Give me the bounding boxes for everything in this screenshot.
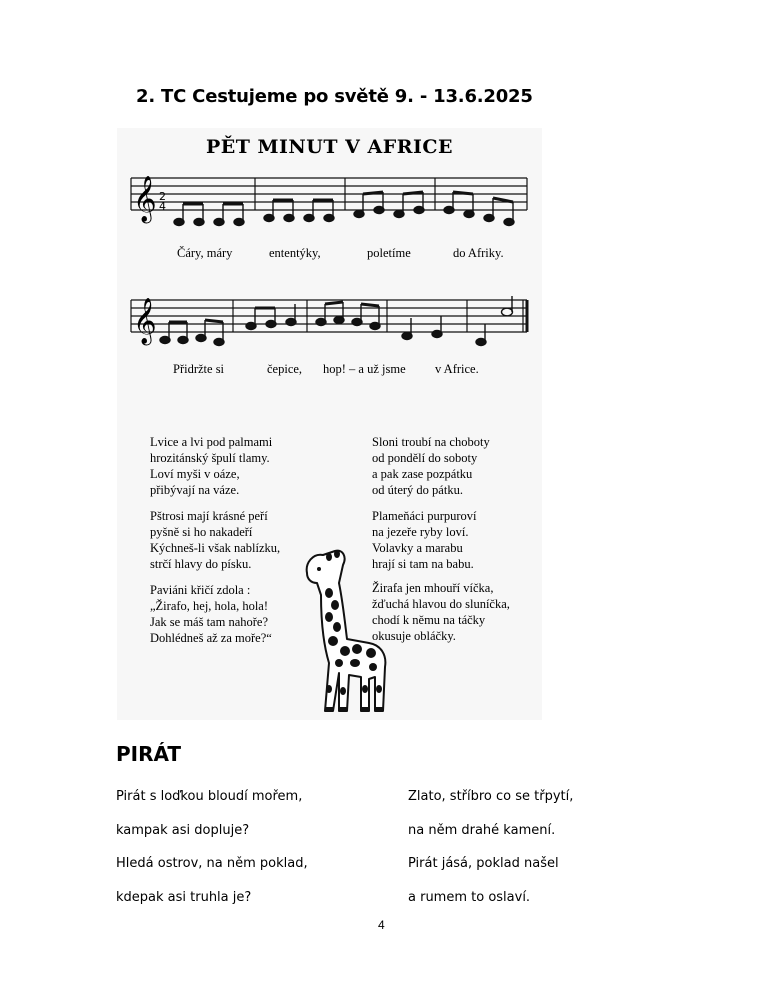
pirat-line-right-2: na něm drahé kamení. [408,823,556,838]
lyric-1-4: do Afriky. [453,246,504,260]
song-scan [117,128,542,720]
pirat-line-left-1: Pirát s loďkou bloudí mořem, [116,789,303,804]
lyric-2-4: v Africe. [435,362,479,376]
lyric-1-1: Čáry, máry [177,246,233,260]
verse-right-2: Plameňáci purpuroví na jezeře ryby loví. Volavky a marabu hrají si tam na babu. [372,509,477,571]
giraffe-icon [299,543,395,715]
pirat-title: PIRÁT [116,742,182,766]
pirat-line-right-1: Zlato, stříbro co se třpytí, [408,789,574,804]
svg-text:2: 2 [159,190,166,203]
verse-right-1: Sloni troubí na choboty od pondělí do soboty a pak zase pozpátku od úterý do pátku. [372,435,490,497]
staff-1-notes [174,192,514,226]
page-heading: 2. TC Cestujeme po světě 9. - 13.6.2025 [136,86,533,107]
lyric-2-1: Přidržte si [173,362,225,376]
pirat-line-left-2: kampak asi dopluje? [116,823,250,838]
pirat-line-right-4: a rumem to oslaví. [408,890,531,905]
verse-right-3: Žirafa jen mhouří víčka, žďuchá hlavou do sluníčka, chodí k němu na táčky okusuje obláčky. [372,581,510,643]
svg-text:4: 4 [159,200,166,213]
lyric-2-3: hop! – a už jsme [323,362,406,376]
verse-left-1: Lvice a lvi pod palmami hrozitánský špulí tlamy. Loví myši v oáze, přibývají na váze. [150,435,273,497]
song-title: PĚT MINUT V AFRICE [205,136,453,158]
pirat-line-right-3: Pirát jásá, poklad našel [408,856,559,871]
page-number: 4 [378,918,385,932]
pirat-line-left-3: Hledá ostrov, na něm poklad, [116,856,308,871]
verse-left-3: Paviáni křičí zdola : „Žirafo, hej, hola, hola! Jak se máš tam nahoře? Dohlédneš až za moře?“ [150,583,272,645]
staff-2-notes [160,296,513,346]
treble-clef-icon-2: 𝄞 [133,298,157,344]
treble-clef-icon: 𝄞 [133,176,157,222]
lyric-1-2: ententýky, [269,246,321,260]
pirat-line-left-4: kdepak asi truhla je? [116,890,252,905]
lyric-2-2: čepice, [267,362,303,376]
verse-left-2: Pštrosi mají krásné peří pyšně si ho nakadeří Kýchneš-li však nablízku, strčí hlavy do písku. [150,509,281,571]
lyric-1-3: poletíme [367,246,411,260]
